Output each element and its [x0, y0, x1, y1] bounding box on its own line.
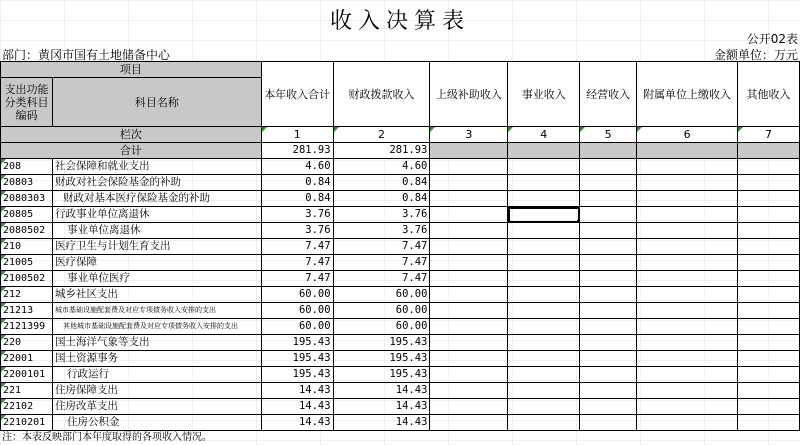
row-empty-cell-4[interactable] — [508, 159, 580, 175]
total-income-cell[interactable]: 281.93 — [261, 143, 333, 159]
row-empty-cell-3[interactable] — [430, 239, 508, 255]
row-code-cell[interactable]: 20805 — [1, 207, 53, 223]
seq-7[interactable]: 7 — [738, 127, 800, 143]
report-title: 收入决算表 — [329, 9, 470, 34]
row-total-income-cell[interactable]: 14.43 — [261, 383, 333, 399]
table-row — [1, 175, 800, 191]
row-empty-cell-4[interactable] — [508, 223, 580, 239]
seq-5[interactable]: 5 — [580, 127, 637, 143]
table-row — [1, 223, 800, 239]
row-code-cell[interactable]: 2200101 — [1, 367, 53, 383]
row-empty-cell-7[interactable] — [738, 303, 800, 319]
row-empty-cell-6[interactable] — [637, 399, 738, 415]
row-empty-cell-5[interactable] — [580, 159, 637, 175]
row-empty-cell-4[interactable] — [508, 383, 580, 399]
row-empty-cell-4[interactable] — [508, 271, 580, 287]
row-fiscal-income-cell[interactable]: 7.47 — [333, 239, 430, 255]
table-row — [1, 319, 800, 335]
row-empty-cell-7[interactable] — [738, 223, 800, 239]
row-fiscal-income-cell[interactable]: 60.00 — [333, 303, 430, 319]
total-cell-6[interactable] — [637, 143, 738, 159]
row-empty-cell-3[interactable] — [430, 159, 508, 175]
row-empty-cell-3[interactable] — [430, 287, 508, 303]
row-name-cell[interactable]: 事业单位离退休 — [52, 223, 261, 239]
row-empty-cell-3[interactable] — [430, 191, 508, 207]
row-empty-cell-4[interactable] — [508, 399, 580, 415]
row-empty-cell-7[interactable] — [738, 255, 800, 271]
seq-1[interactable]: 1 — [261, 127, 333, 143]
row-empty-cell-4[interactable] — [508, 303, 580, 319]
row-total-income-cell[interactable]: 0.84 — [261, 175, 333, 191]
row-code-cell[interactable]: 212 — [1, 287, 53, 303]
income-table — [0, 61, 800, 431]
row-code-cell[interactable]: 2210201 — [1, 415, 53, 431]
row-empty-cell-6[interactable] — [637, 351, 738, 367]
header-col-6[interactable]: 附属单位上缴收入 — [637, 62, 738, 127]
row-name-cell[interactable]: 医疗卫生与计划生育支出 — [52, 239, 261, 255]
seq-2[interactable]: 2 — [333, 127, 430, 143]
row-total-income-cell[interactable]: 60.00 — [261, 287, 333, 303]
row-total-income-cell[interactable]: 60.00 — [261, 319, 333, 335]
row-empty-cell-3[interactable] — [430, 319, 508, 335]
total-cell-4[interactable] — [508, 143, 580, 159]
row-code-cell[interactable]: 2121399 — [1, 319, 53, 335]
row-code-cell[interactable]: 210 — [1, 239, 53, 255]
row-empty-cell-4[interactable] — [508, 351, 580, 367]
row-empty-cell-3[interactable] — [430, 351, 508, 367]
row-name-cell[interactable]: 城市基础设施配套费及对应专项债务收入安排的支出 — [52, 303, 261, 319]
header-col-2[interactable]: 财政拨款收入 — [333, 62, 430, 127]
footnote: 注：本表反映部门本年度取得的各项收入情况。 — [2, 432, 212, 443]
row-fiscal-income-cell[interactable]: 195.43 — [333, 351, 430, 367]
row-total-income-cell[interactable]: 14.43 — [261, 415, 333, 431]
seq-6[interactable]: 6 — [637, 127, 738, 143]
header-code[interactable]: 支出功能分类科目编码 — [1, 78, 53, 127]
seq-3[interactable]: 3 — [430, 127, 508, 143]
row-fiscal-income-cell[interactable]: 0.84 — [333, 191, 430, 207]
row-total-income-cell[interactable]: 14.43 — [261, 399, 333, 415]
row-empty-cell-3[interactable] — [430, 255, 508, 271]
table-row — [1, 271, 800, 287]
row-code-cell[interactable]: 208 — [1, 159, 53, 175]
row-empty-cell-5[interactable] — [580, 303, 637, 319]
row-empty-cell-6[interactable] — [637, 287, 738, 303]
row-total-income-cell[interactable]: 60.00 — [261, 303, 333, 319]
row-fiscal-income-cell[interactable]: 3.76 — [333, 207, 430, 223]
row-empty-cell-6[interactable] — [637, 159, 738, 175]
row-fiscal-income-cell[interactable]: 14.43 — [333, 383, 430, 399]
row-total-income-cell[interactable]: 0.84 — [261, 191, 333, 207]
row-total-income-cell[interactable]: 195.43 — [261, 351, 333, 367]
row-empty-cell-4[interactable] — [508, 415, 580, 431]
row-empty-cell-3[interactable] — [430, 383, 508, 399]
row-empty-cell-7[interactable] — [738, 383, 800, 399]
row-empty-cell-6[interactable] — [637, 255, 738, 271]
row-total-income-cell[interactable]: 195.43 — [261, 335, 333, 351]
row-empty-cell-6[interactable] — [637, 303, 738, 319]
row-empty-cell-5[interactable] — [580, 175, 637, 191]
total-label[interactable]: 合计 — [1, 143, 262, 159]
row-empty-cell-6[interactable] — [637, 335, 738, 351]
header-col-4[interactable]: 事业收入 — [508, 62, 580, 127]
row-total-income-cell[interactable]: 7.47 — [261, 271, 333, 287]
row-empty-cell-4[interactable] — [508, 255, 580, 271]
header-col-3[interactable]: 上级补助收入 — [430, 62, 508, 127]
row-empty-cell-7[interactable] — [738, 271, 800, 287]
row-empty-cell-5[interactable] — [580, 351, 637, 367]
table-row — [1, 239, 800, 255]
row-fiscal-income-cell[interactable]: 0.84 — [333, 175, 430, 191]
row-empty-cell-6[interactable] — [637, 175, 738, 191]
row-empty-cell-7[interactable] — [738, 319, 800, 335]
row-empty-cell-7[interactable] — [738, 191, 800, 207]
row-code-cell[interactable]: 2080303 — [1, 191, 53, 207]
row-empty-cell-6[interactable] — [637, 383, 738, 399]
table-row — [1, 255, 800, 271]
row-empty-cell-7[interactable] — [738, 239, 800, 255]
table-row — [1, 399, 800, 415]
row-empty-cell-5[interactable] — [580, 271, 637, 287]
row-empty-cell-6[interactable] — [637, 271, 738, 287]
row-empty-cell-4[interactable] — [508, 287, 580, 303]
header-col-5[interactable]: 经营收入 — [580, 62, 637, 127]
row-fiscal-income-cell[interactable]: 60.00 — [333, 319, 430, 335]
row-empty-cell-6[interactable] — [637, 319, 738, 335]
row-name-cell[interactable]: 住房公积金 — [52, 415, 261, 431]
row-empty-cell-7[interactable] — [738, 351, 800, 367]
row-fiscal-income-cell[interactable]: 3.76 — [333, 223, 430, 239]
row-empty-cell-4[interactable] — [508, 175, 580, 191]
row-total-income-cell[interactable]: 3.76 — [261, 223, 333, 239]
row-empty-cell-5[interactable] — [580, 335, 637, 351]
row-name-cell[interactable]: 其他城市基础设施配套费及对应专项债务收入安排的支出 — [52, 319, 261, 335]
row-total-income-cell[interactable]: 7.47 — [261, 239, 333, 255]
row-name-cell[interactable]: 住房改革支出 — [52, 399, 261, 415]
row-fiscal-income-cell[interactable]: 195.43 — [333, 367, 430, 383]
row-empty-cell-7[interactable] — [738, 287, 800, 303]
row-empty-cell-3[interactable] — [430, 223, 508, 239]
row-empty-cell-7[interactable] — [738, 335, 800, 351]
row-empty-cell-6[interactable] — [637, 207, 738, 223]
table-row — [1, 159, 800, 175]
total-cell-5[interactable] — [580, 143, 637, 159]
row-empty-cell-7[interactable] — [738, 159, 800, 175]
header-col-7[interactable]: 其他收入 — [738, 62, 800, 127]
row-code-cell[interactable]: 21005 — [1, 255, 53, 271]
row-fiscal-income-cell[interactable]: 4.60 — [333, 159, 430, 175]
total-cell-7[interactable] — [738, 143, 800, 159]
row-empty-cell-4[interactable] — [508, 239, 580, 255]
header-name[interactable]: 科目名称 — [52, 78, 261, 127]
total-cell-3[interactable] — [430, 143, 508, 159]
row-empty-cell-7[interactable] — [738, 415, 800, 431]
row-empty-cell-3[interactable] — [430, 175, 508, 191]
row-name-cell[interactable]: 行政运行 — [52, 367, 261, 383]
row-empty-cell-6[interactable] — [637, 191, 738, 207]
row-empty-cell-4[interactable] — [508, 191, 580, 207]
row-code-cell[interactable]: 220 — [1, 335, 53, 351]
row-fiscal-income-cell[interactable]: 7.47 — [333, 271, 430, 287]
row-empty-cell-3[interactable] — [430, 335, 508, 351]
header-item[interactable]: 项目 — [1, 62, 262, 78]
selected-cell[interactable] — [508, 207, 580, 223]
row-empty-cell-3[interactable] — [430, 303, 508, 319]
row-empty-cell-6[interactable] — [637, 367, 738, 383]
table-row — [1, 367, 800, 383]
row-empty-cell-3[interactable] — [430, 271, 508, 287]
row-empty-cell-3[interactable] — [430, 207, 508, 223]
row-name-cell[interactable]: 事业单位医疗 — [52, 271, 261, 287]
table-row — [1, 383, 800, 399]
row-empty-cell-5[interactable] — [580, 255, 637, 271]
row-code-cell[interactable]: 221 — [1, 383, 53, 399]
row-empty-cell-5[interactable] — [580, 191, 637, 207]
row-fiscal-income-cell[interactable]: 14.43 — [333, 399, 430, 415]
table-row — [1, 335, 800, 351]
row-empty-cell-7[interactable] — [738, 207, 800, 223]
row-empty-cell-5[interactable] — [580, 223, 637, 239]
row-empty-cell-3[interactable] — [430, 415, 508, 431]
row-name-cell[interactable]: 医疗保障 — [52, 255, 261, 271]
row-empty-cell-5[interactable] — [580, 287, 637, 303]
department-label: 部门：黄冈市国有土地储备中心 — [2, 48, 171, 62]
row-code-cell[interactable]: 20803 — [1, 175, 53, 191]
row-total-income-cell[interactable]: 195.43 — [261, 367, 333, 383]
total-fiscal-cell[interactable]: 281.93 — [333, 143, 430, 159]
row-code-cell[interactable]: 2100502 — [1, 271, 53, 287]
row-empty-cell-5[interactable] — [580, 367, 637, 383]
table-row — [1, 287, 800, 303]
row-name-cell[interactable]: 城乡社区支出 — [52, 287, 261, 303]
row-name-cell[interactable]: 国土海洋气象等支出 — [52, 335, 261, 351]
row-empty-cell-7[interactable] — [738, 399, 800, 415]
row-empty-cell-6[interactable] — [637, 239, 738, 255]
row-empty-cell-3[interactable] — [430, 367, 508, 383]
row-empty-cell-5[interactable] — [580, 239, 637, 255]
row-empty-cell-4[interactable] — [508, 319, 580, 335]
row-code-cell[interactable]: 22001 — [1, 351, 53, 367]
form-number: 公开02表 — [746, 32, 798, 46]
row-total-income-cell[interactable]: 3.76 — [261, 207, 333, 223]
row-empty-cell-6[interactable] — [637, 415, 738, 431]
table-row — [1, 207, 800, 223]
row-name-cell[interactable]: 财政对社会保险基金的补助 — [52, 175, 261, 191]
row-total-income-cell[interactable]: 7.47 — [261, 255, 333, 271]
row-name-cell[interactable]: 国土资源事务 — [52, 351, 261, 367]
row-total-income-cell[interactable]: 4.60 — [261, 159, 333, 175]
row-empty-cell-4[interactable] — [508, 335, 580, 351]
table-row — [1, 351, 800, 367]
header-col-1[interactable]: 本年收入合计 — [261, 62, 333, 127]
row-code-cell[interactable]: 21213 — [1, 303, 53, 319]
row-code-cell[interactable]: 2080502 — [1, 223, 53, 239]
header-seq-label[interactable]: 栏次 — [1, 127, 262, 143]
amount-unit-label: 金额单位：万元 — [713, 48, 798, 62]
row-fiscal-income-cell[interactable]: 14.43 — [333, 415, 430, 431]
row-name-cell[interactable]: 行政事业单位离退休 — [52, 207, 261, 223]
row-name-cell[interactable]: 住房保障支出 — [52, 383, 261, 399]
table-row — [1, 191, 800, 207]
row-empty-cell-5[interactable] — [580, 207, 637, 223]
row-empty-cell-7[interactable] — [738, 367, 800, 383]
row-fiscal-income-cell[interactable]: 195.43 — [333, 335, 430, 351]
row-fiscal-income-cell[interactable]: 7.47 — [333, 255, 430, 271]
row-empty-cell-5[interactable] — [580, 415, 637, 431]
row-name-cell[interactable]: 社会保障和就业支出 — [52, 159, 261, 175]
row-fiscal-income-cell[interactable]: 60.00 — [333, 287, 430, 303]
fill-handle[interactable] — [577, 220, 580, 223]
row-empty-cell-6[interactable] — [637, 223, 738, 239]
row-empty-cell-7[interactable] — [738, 175, 800, 191]
seq-4[interactable]: 4 — [508, 127, 580, 143]
row-empty-cell-5[interactable] — [580, 319, 637, 335]
row-name-cell[interactable]: 财政对基本医疗保险基金的补助 — [52, 191, 261, 207]
row-empty-cell-3[interactable] — [430, 399, 508, 415]
row-empty-cell-5[interactable] — [580, 399, 637, 415]
table-row — [1, 303, 800, 319]
row-empty-cell-4[interactable] — [508, 367, 580, 383]
row-empty-cell-5[interactable] — [580, 383, 637, 399]
row-code-cell[interactable]: 22102 — [1, 399, 53, 415]
